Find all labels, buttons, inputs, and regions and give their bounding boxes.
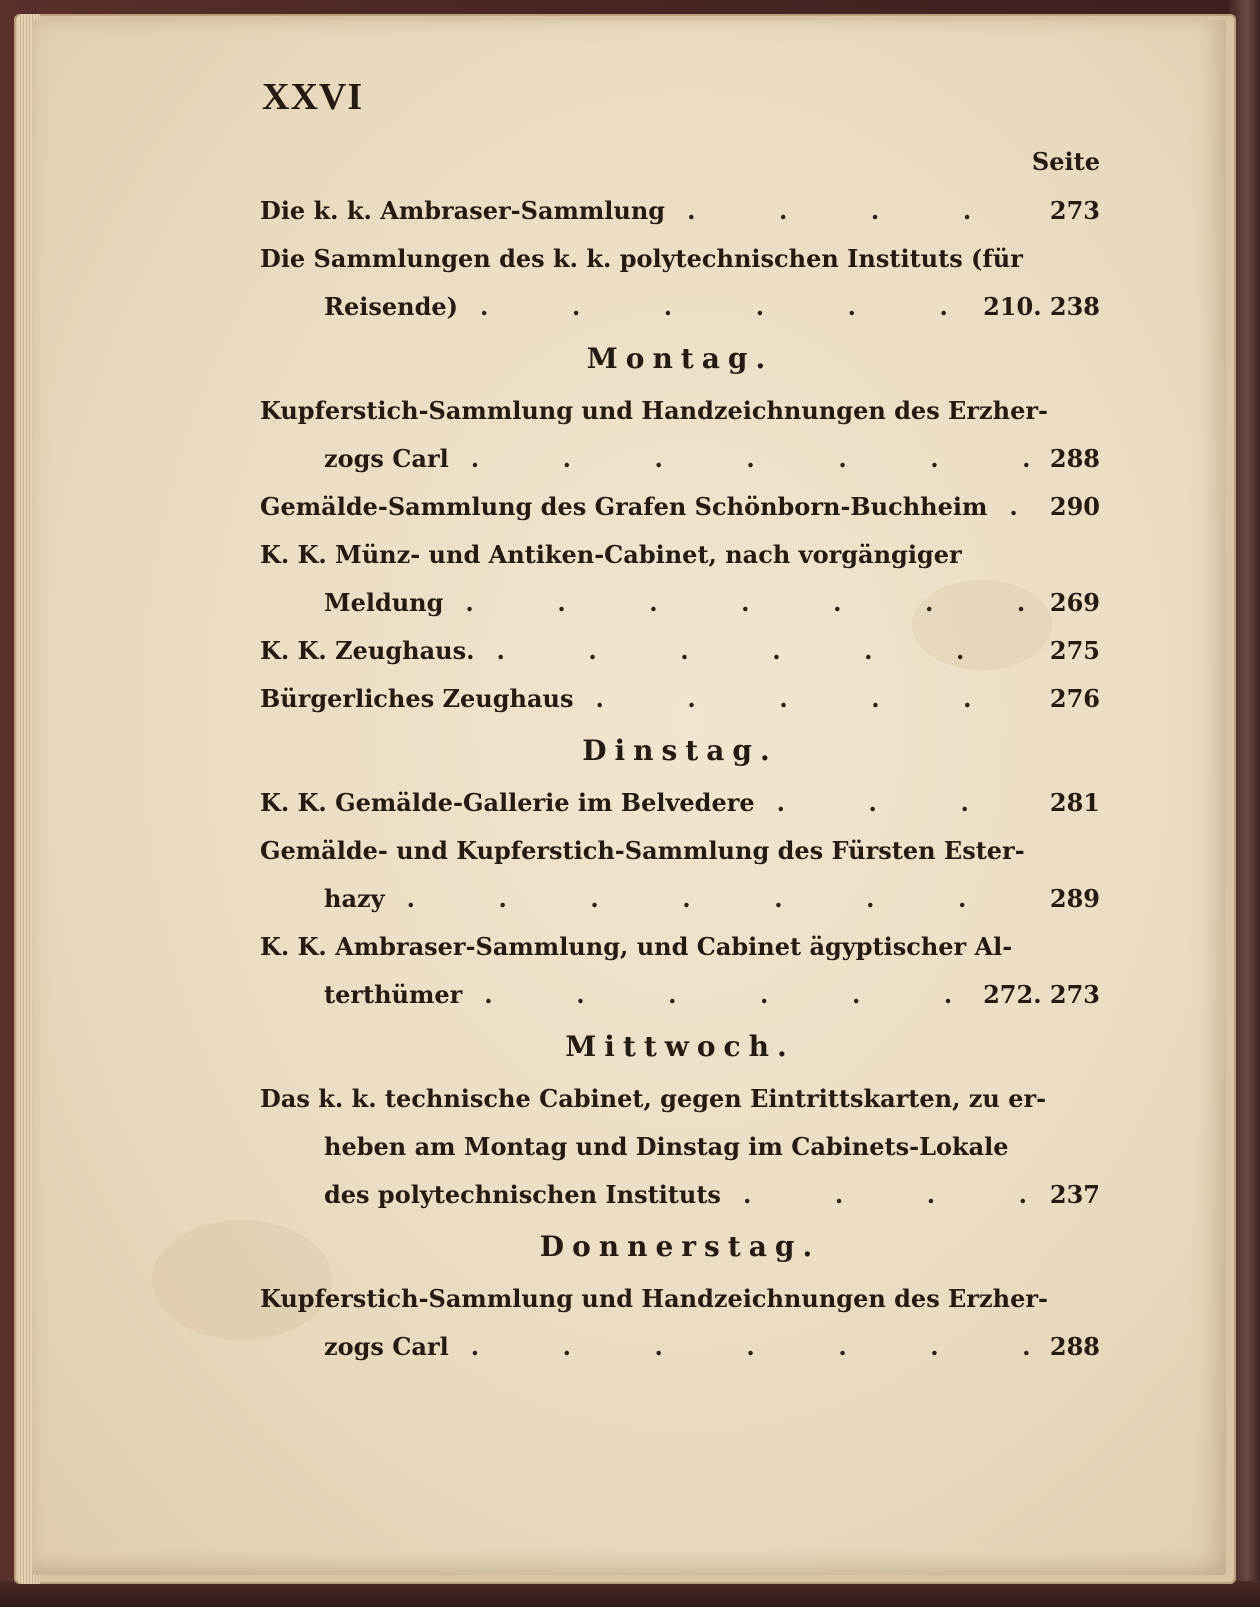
toc-page-ref: 281	[1049, 788, 1100, 817]
toc-entry-text: terthümer	[324, 980, 463, 1009]
toc-entry-text: zogs Carl	[324, 444, 449, 473]
leader-dots	[471, 435, 1036, 483]
toc-entry-line	[260, 971, 1100, 1019]
toc-entry-line	[260, 187, 1100, 235]
toc-entry	[260, 827, 1100, 923]
leader-dots	[687, 187, 1036, 235]
toc-entry-line	[260, 1123, 1100, 1171]
toc-entry	[260, 531, 1100, 627]
toc-entry	[260, 779, 1100, 827]
toc-page-ref: 275	[1049, 636, 1100, 665]
toc-entry-text: K. K. Münz- und Antiken-Cabinet, nach vorgängiger	[260, 540, 962, 569]
toc-entry-text: des polytechnischen Instituts	[324, 1180, 721, 1209]
leader-dots	[743, 1171, 1036, 1219]
toc-entry-text: Reisende)	[324, 292, 458, 321]
toc-entry-text: Meldung	[324, 588, 444, 617]
toc-entry-line	[260, 1075, 1100, 1123]
toc-entry-line	[260, 283, 1100, 331]
toc-page-ref: 272. 273	[983, 980, 1100, 1009]
toc-entry-line	[260, 235, 1100, 283]
toc-entry	[260, 627, 1100, 675]
toc-page-ref: 288	[1049, 444, 1100, 473]
leader-dots	[480, 283, 969, 331]
leader-dots	[471, 1323, 1036, 1371]
toc-entry-line	[260, 627, 1100, 675]
toc-entry-line	[260, 675, 1100, 723]
toc-page-ref: 269	[1049, 588, 1100, 617]
section-heading: Donnerstag.	[539, 1230, 821, 1263]
toc-entry-line	[260, 579, 1100, 627]
toc-entry	[260, 1275, 1100, 1371]
leader-dots	[1009, 483, 1035, 531]
leader-dots	[496, 627, 1035, 675]
leader-dots	[777, 779, 1036, 827]
page-column-label: Seite	[1031, 147, 1100, 176]
toc-entry	[260, 483, 1100, 531]
section-heading: Dinstag.	[582, 734, 778, 767]
toc-sections	[260, 187, 1100, 1371]
page-number: XXVI	[262, 76, 364, 118]
toc-page-ref: 290	[1049, 492, 1100, 521]
toc-entry-line	[260, 435, 1100, 483]
book-bottom-edge	[0, 1581, 1260, 1607]
section-heading: Montag.	[586, 342, 774, 375]
toc-entry-line	[260, 827, 1100, 875]
toc-entry	[260, 1075, 1100, 1219]
toc-entry-text: K. K. Gemälde-Gallerie im Belvedere	[260, 788, 755, 817]
toc-page-ref: 237	[1049, 1180, 1100, 1209]
toc-entry-line	[260, 923, 1100, 971]
leader-dots	[484, 971, 969, 1019]
leader-dots	[465, 579, 1035, 627]
toc-entry-text: K. K. Ambraser-Sammlung, und Cabinet ägyptischer Al-	[260, 932, 1013, 961]
toc-entry-line	[260, 483, 1100, 531]
table-of-contents	[260, 75, 1100, 1371]
toc-entry-line	[260, 875, 1100, 923]
toc-entry-line	[260, 1171, 1100, 1219]
toc-entry-text: Kupferstich-Sammlung und Handzeichnungen des Erzher-	[260, 396, 1048, 425]
section-heading: Mittwoch.	[565, 1030, 795, 1063]
toc-entry-text: Gemälde- und Kupferstich-Sammlung des Fürsten Ester-	[260, 836, 1025, 865]
toc-page-ref: 273	[1049, 196, 1100, 225]
toc-entry-text: heben am Montag und Dinstag im Cabinets-Lokale	[324, 1132, 1009, 1161]
toc-entry-text: Die Sammlungen des k. k. polytechnischen Instituts (für	[260, 244, 1023, 273]
toc-entry	[260, 923, 1100, 1019]
toc-page-ref: 210. 238	[983, 292, 1100, 321]
toc-entry-line	[260, 779, 1100, 827]
leader-dots	[596, 675, 1036, 723]
toc-entry-line	[260, 387, 1100, 435]
toc-entry	[260, 675, 1100, 723]
toc-entry-text: hazy	[324, 884, 385, 913]
toc-entry-text: Kupferstich-Sammlung und Handzeichnungen des Erzher-	[260, 1284, 1048, 1313]
toc-entry-text: Die k. k. Ambraser-Sammlung	[260, 196, 666, 225]
toc-page-ref: 276	[1049, 684, 1100, 713]
toc-entry	[260, 235, 1100, 331]
toc-entry-text: zogs Carl	[324, 1332, 449, 1361]
toc-entry-line	[260, 531, 1100, 579]
toc-page-ref: 289	[1049, 884, 1100, 913]
toc-entry-text: K. K. Zeughaus.	[260, 636, 475, 665]
leader-dots	[407, 875, 1036, 923]
toc-entry	[260, 187, 1100, 235]
toc-entry-text: Das k. k. technische Cabinet, gegen Eintrittskarten, zu er-	[260, 1084, 1047, 1113]
toc-entry	[260, 387, 1100, 483]
toc-page-ref: 288	[1049, 1332, 1100, 1361]
toc-entry-line	[260, 1323, 1100, 1371]
toc-entry-text: Gemälde-Sammlung des Grafen Schönborn-Buchheim	[260, 492, 988, 521]
toc-entry-text: Bürgerliches Zeughaus	[260, 684, 574, 713]
toc-entry-line	[260, 1275, 1100, 1323]
